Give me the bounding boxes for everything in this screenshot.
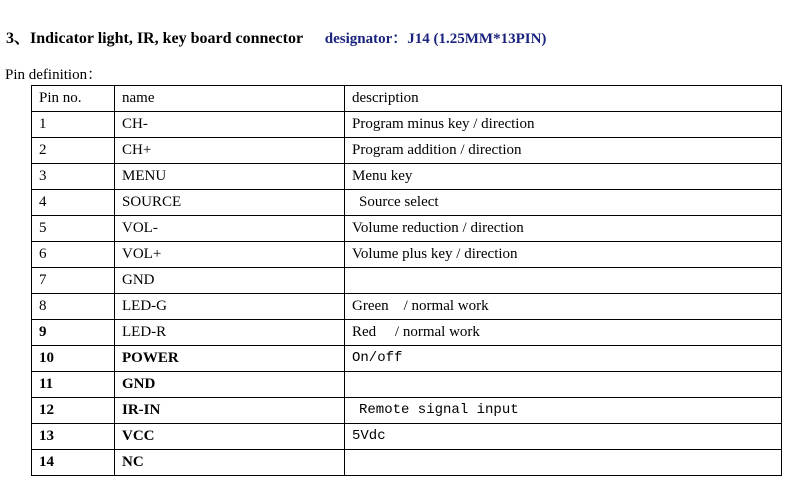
header-description: description <box>345 86 782 112</box>
designator-label: designator：J14 (1.25MM*13PIN) <box>324 31 547 47</box>
table-row <box>32 346 782 372</box>
section-heading <box>6 25 546 48</box>
pin-number: 14 <box>32 450 115 476</box>
header-name: name <box>115 86 345 112</box>
pin-name: LED-G <box>115 294 345 320</box>
pin-number: 7 <box>32 268 115 294</box>
pin-name: VOL- <box>115 216 345 242</box>
pin-number: 6 <box>32 242 115 268</box>
pin-name: SOURCE <box>115 190 345 216</box>
pin-description: Red / normal work <box>345 320 782 346</box>
table-row <box>32 268 782 294</box>
table-header-row <box>32 86 782 112</box>
pin-number: 3 <box>32 164 115 190</box>
pin-description: Menu key <box>345 164 782 190</box>
pin-name: CH- <box>115 112 345 138</box>
pin-name: LED-R <box>115 320 345 346</box>
table-row <box>32 138 782 164</box>
pin-description <box>345 268 782 294</box>
table-row <box>32 398 782 424</box>
pin-name: MENU <box>115 164 345 190</box>
pin-number: 12 <box>32 398 115 424</box>
pin-description: Remote signal input <box>345 398 782 424</box>
pin-number: 5 <box>32 216 115 242</box>
pin-description: Volume reduction / direction <box>345 216 782 242</box>
table-row <box>32 320 782 346</box>
table-row <box>32 242 782 268</box>
table-row <box>32 372 782 398</box>
pin-definition-label: Pin definition： <box>5 67 103 83</box>
pin-description: 5Vdc <box>345 424 782 450</box>
pin-description: Source select <box>345 190 782 216</box>
pin-number: 9 <box>32 320 115 346</box>
pin-name: GND <box>115 372 345 398</box>
pin-number: 10 <box>32 346 115 372</box>
table-row <box>32 190 782 216</box>
pin-number: 1 <box>32 112 115 138</box>
pin-description: Volume plus key / direction <box>345 242 782 268</box>
header-pin-no: Pin no. <box>32 86 115 112</box>
table-row <box>32 450 782 476</box>
pin-name: POWER <box>115 346 345 372</box>
pin-name: IR-IN <box>115 398 345 424</box>
pin-description: Program addition / direction <box>345 138 782 164</box>
pin-number: 8 <box>32 294 115 320</box>
pin-name: CH+ <box>115 138 345 164</box>
table-row <box>32 294 782 320</box>
pin-number: 11 <box>32 372 115 398</box>
table-row <box>32 164 782 190</box>
pin-number: 13 <box>32 424 115 450</box>
pin-name: VCC <box>115 424 345 450</box>
section-title: 3、Indicator light, IR, key board connector <box>6 30 303 47</box>
pin-description: Program minus key / direction <box>345 112 782 138</box>
pin-number: 4 <box>32 190 115 216</box>
pin-name: GND <box>115 268 345 294</box>
pin-name: VOL+ <box>115 242 345 268</box>
pin-description <box>345 450 782 476</box>
pin-definition-table <box>31 85 782 476</box>
pin-name: NC <box>115 450 345 476</box>
pin-number: 2 <box>32 138 115 164</box>
pin-description <box>345 372 782 398</box>
pin-description: Green / normal work <box>345 294 782 320</box>
table-row <box>32 112 782 138</box>
pin-description: On/off <box>345 346 782 372</box>
table-row <box>32 216 782 242</box>
table-row <box>32 424 782 450</box>
